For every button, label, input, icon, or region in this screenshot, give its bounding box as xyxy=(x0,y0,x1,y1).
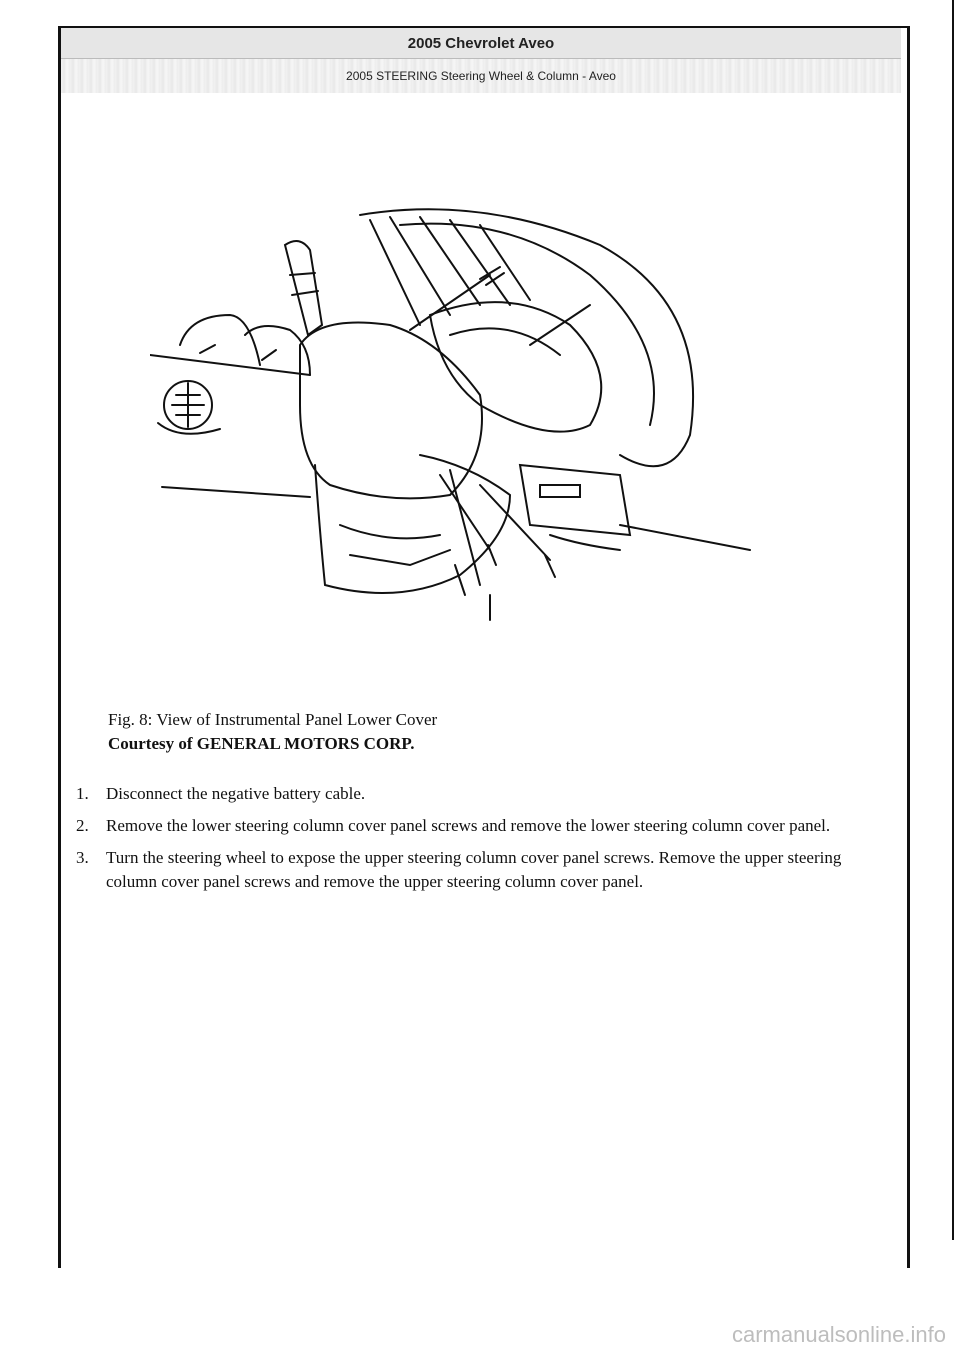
lower-column-cover xyxy=(315,455,510,593)
step-text: Turn the steering wheel to expose the upper steering column cover panel screws. Remove the upper steering column cover panel screws and remove the upper steering column cover panel. xyxy=(106,848,842,891)
caption-title: Fig. 8: View of Instrumental Panel Lower Cover xyxy=(108,710,438,729)
caption-credit: Courtesy of GENERAL MOTORS CORP. xyxy=(108,734,415,753)
page-edge-line xyxy=(952,0,954,1240)
list-item xyxy=(76,782,896,806)
gauge-left xyxy=(180,315,260,365)
dash-line-upper xyxy=(150,355,310,375)
step-number: 2. xyxy=(76,816,89,835)
step-number: 1. xyxy=(76,784,89,803)
step-number: 3. xyxy=(76,848,89,867)
watermark: carmanualsonline.info xyxy=(731,1322,946,1347)
dash-line-right xyxy=(620,525,750,550)
upper-column-cover xyxy=(300,323,482,499)
figure-caption xyxy=(108,708,437,756)
header-subtitle: 2005 STEERING Steering Wheel & Column - Aveo xyxy=(61,59,901,93)
list-item xyxy=(76,814,896,838)
header-title: 2005 Chevrolet Aveo xyxy=(61,28,901,59)
dash-line-lower xyxy=(162,487,310,497)
switch-panel xyxy=(520,465,630,535)
step-text: Disconnect the negative battery cable. xyxy=(106,784,366,803)
page-header xyxy=(61,28,901,94)
list-item xyxy=(76,846,896,894)
step-text: Remove the lower steering column cover panel screws and remove the lower steering column cover panel. xyxy=(106,816,831,835)
procedure-steps xyxy=(76,782,896,902)
stalk-lever xyxy=(285,241,322,335)
steering-column-illustration xyxy=(150,205,760,635)
